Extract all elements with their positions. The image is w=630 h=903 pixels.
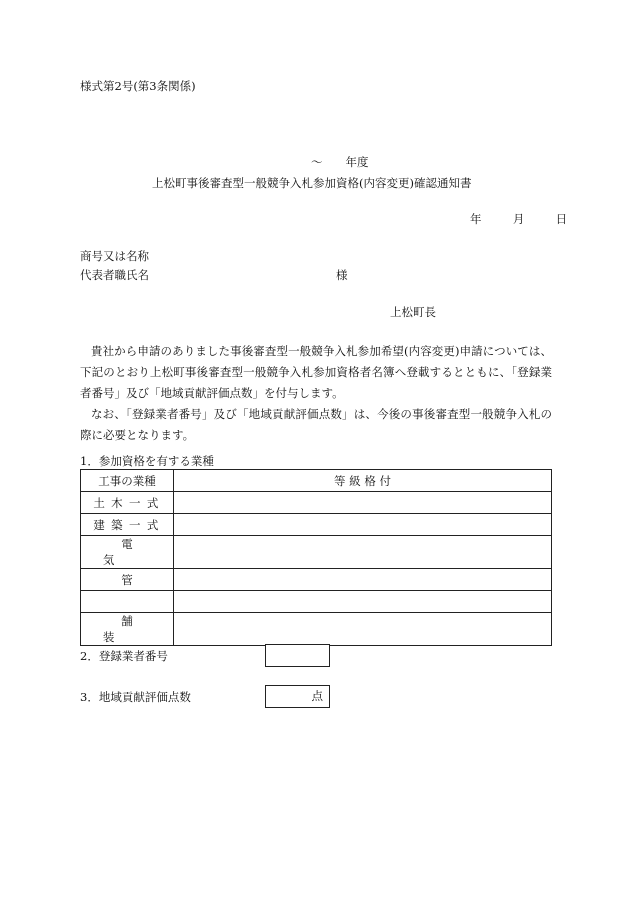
date-day: 日 bbox=[555, 212, 568, 226]
date-line bbox=[470, 213, 567, 227]
type-building: 建築一式 bbox=[81, 514, 174, 536]
grade-cell[interactable] bbox=[174, 613, 552, 646]
grade-cell[interactable] bbox=[174, 536, 552, 569]
type-blank bbox=[81, 591, 174, 613]
section1-heading: 1．参加資格を有する業種 bbox=[80, 454, 214, 468]
honorific: 様 bbox=[336, 268, 348, 282]
form-number: 様式第2号(第3条関係) bbox=[80, 79, 196, 93]
company-name-label: 商号又は名称 bbox=[80, 249, 149, 263]
body-paragraph-2: なお、「登録業者番号」及び「地域貢献評価点数」は、今後の事後審査型一般競争入札の際に必要となります。 bbox=[80, 407, 552, 442]
grade-cell[interactable] bbox=[174, 569, 552, 591]
grade-cell[interactable] bbox=[174, 492, 552, 514]
table-row bbox=[81, 569, 552, 591]
qualification-table bbox=[80, 469, 552, 646]
grade-cell[interactable] bbox=[174, 591, 552, 613]
document-title: 上松町事後審査型一般競争入札参加資格(内容変更)確認通知書 bbox=[152, 176, 472, 190]
type-paving: 舗装 bbox=[81, 613, 174, 646]
table-row bbox=[81, 492, 552, 514]
issuer: 上松町長 bbox=[390, 305, 436, 319]
type-pipe: 管 bbox=[81, 569, 174, 591]
body-paragraph-1: 貴社から申請のありました事後審査型一般競争入札参加希望(内容変更)申請については、下記のとおり上松町事後審査型一般競争入札参加資格者名簿へ登載するとともに、「登録業者番号」及び「地域貢献評価点数」を付与します。 bbox=[80, 344, 552, 400]
date-month: 月 bbox=[512, 212, 525, 226]
registration-number-label: 2．登録業者番号 bbox=[80, 649, 168, 663]
date-year: 年 bbox=[470, 212, 482, 226]
table-row bbox=[81, 514, 552, 536]
table-row bbox=[81, 591, 552, 613]
column-header-type: 工事の業種 bbox=[81, 470, 174, 492]
table-header-row bbox=[81, 470, 552, 492]
contribution-score-label: 3．地域貢献評価点数 bbox=[80, 690, 191, 704]
contribution-score-box[interactable]: 点 bbox=[265, 685, 330, 708]
type-electrical: 電気 bbox=[81, 536, 174, 569]
table-row bbox=[81, 613, 552, 646]
representative-label: 代表者職氏名 bbox=[80, 268, 149, 282]
registration-number-box[interactable] bbox=[265, 644, 330, 667]
type-civil: 土木一式 bbox=[81, 492, 174, 514]
table-row bbox=[81, 536, 552, 569]
column-header-grade: 等 級 格 付 bbox=[174, 470, 552, 492]
fiscal-year-range: ～ 年度 bbox=[311, 155, 369, 169]
grade-cell[interactable] bbox=[174, 514, 552, 536]
